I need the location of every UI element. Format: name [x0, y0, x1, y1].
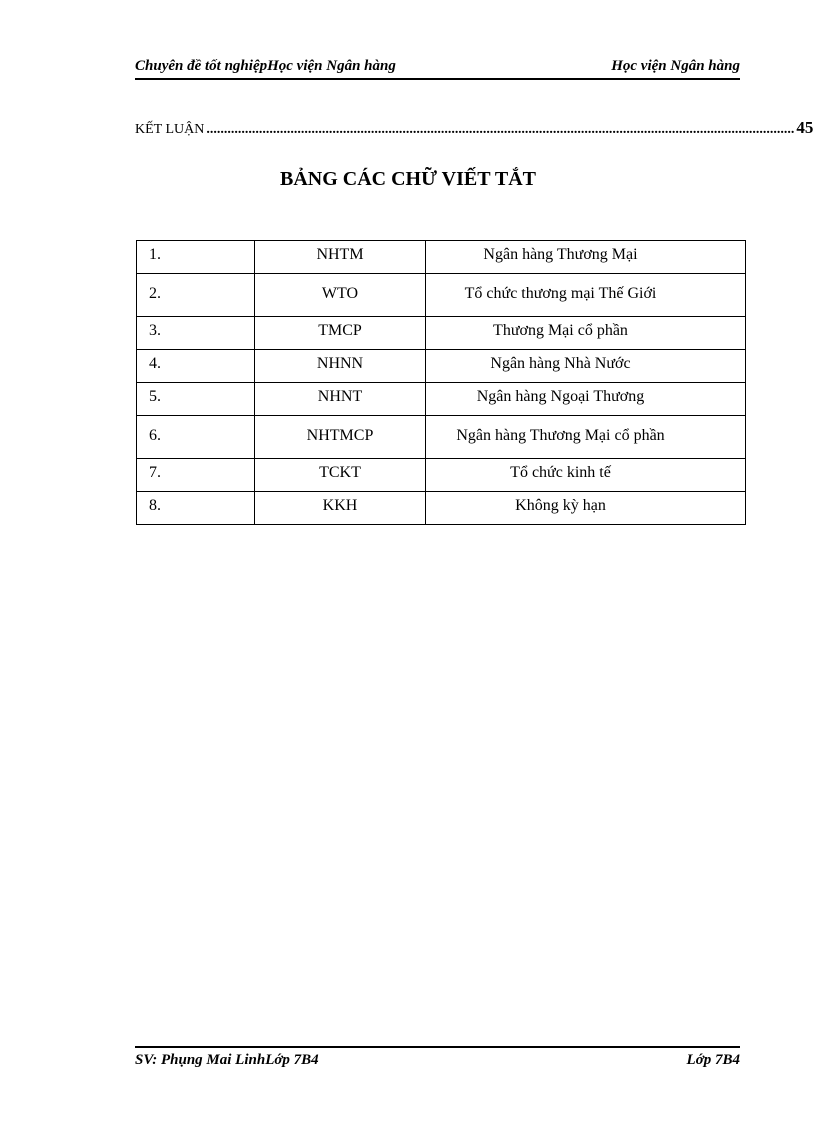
- table-row: [137, 241, 746, 274]
- abbreviation: NHNT: [255, 383, 426, 416]
- table-row: [137, 459, 746, 492]
- footer-right-text: Lớp 7B4: [686, 1052, 740, 1068]
- toc-entry-conclusion[interactable]: [135, 116, 814, 138]
- abbreviation: TCKT: [255, 459, 426, 492]
- abbreviation-table: [136, 240, 746, 525]
- abbreviation: NHTMCP: [255, 416, 426, 459]
- abbreviation: NHTM: [255, 241, 426, 274]
- toc-entry-label: KẾT LUẬN: [135, 122, 205, 137]
- table-row: [137, 416, 746, 459]
- abbreviation: WTO: [255, 274, 426, 317]
- row-number: 5.: [137, 383, 255, 416]
- row-number: 1.: [137, 241, 255, 274]
- page-footer: [135, 1046, 740, 1072]
- abbreviation-meaning: Ngân hàng Nhà Nước: [426, 350, 746, 383]
- abbreviation-meaning: Không kỳ hạn: [426, 492, 746, 525]
- toc-page-number: 45: [796, 118, 814, 137]
- abbreviation-meaning: Ngân hàng Thương Mại cổ phần: [426, 416, 746, 459]
- abbreviation-meaning: Ngân hàng Thương Mại: [426, 241, 746, 274]
- toc-dot-leader: ........................................................................................................................................................................: [206, 122, 795, 137]
- table-row: [137, 317, 746, 350]
- row-number: 2.: [137, 274, 255, 317]
- table-row: [137, 492, 746, 525]
- abbreviation-meaning: Thương Mại cổ phần: [426, 317, 746, 350]
- abbreviation: TMCP: [255, 317, 426, 350]
- abbreviation: NHNN: [255, 350, 426, 383]
- page-title: BẢNG CÁC CHỮ VIẾT TẮT: [280, 168, 536, 190]
- abbreviation: KKH: [255, 492, 426, 525]
- table-row: [137, 350, 746, 383]
- table-row: [137, 383, 746, 416]
- table-row: [137, 274, 746, 317]
- abbreviation-meaning: Tổ chức thương mại Thế Giới: [426, 274, 746, 317]
- row-number: 8.: [137, 492, 255, 525]
- row-number: 4.: [137, 350, 255, 383]
- header-left-text: Chuyên đề tốt nghiệpHọc viện Ngân hàng: [135, 58, 396, 74]
- header-right-text: Học viện Ngân hàng: [611, 58, 740, 74]
- row-number: 7.: [137, 459, 255, 492]
- abbreviation-meaning: Tổ chức kinh tế: [426, 459, 746, 492]
- footer-left-text: SV: Phụng Mai LinhLớp 7B4: [135, 1052, 319, 1068]
- row-number: 3.: [137, 317, 255, 350]
- row-number: 6.: [137, 416, 255, 459]
- page-header: [135, 56, 740, 80]
- abbreviation-meaning: Ngân hàng Ngoại Thương: [426, 383, 746, 416]
